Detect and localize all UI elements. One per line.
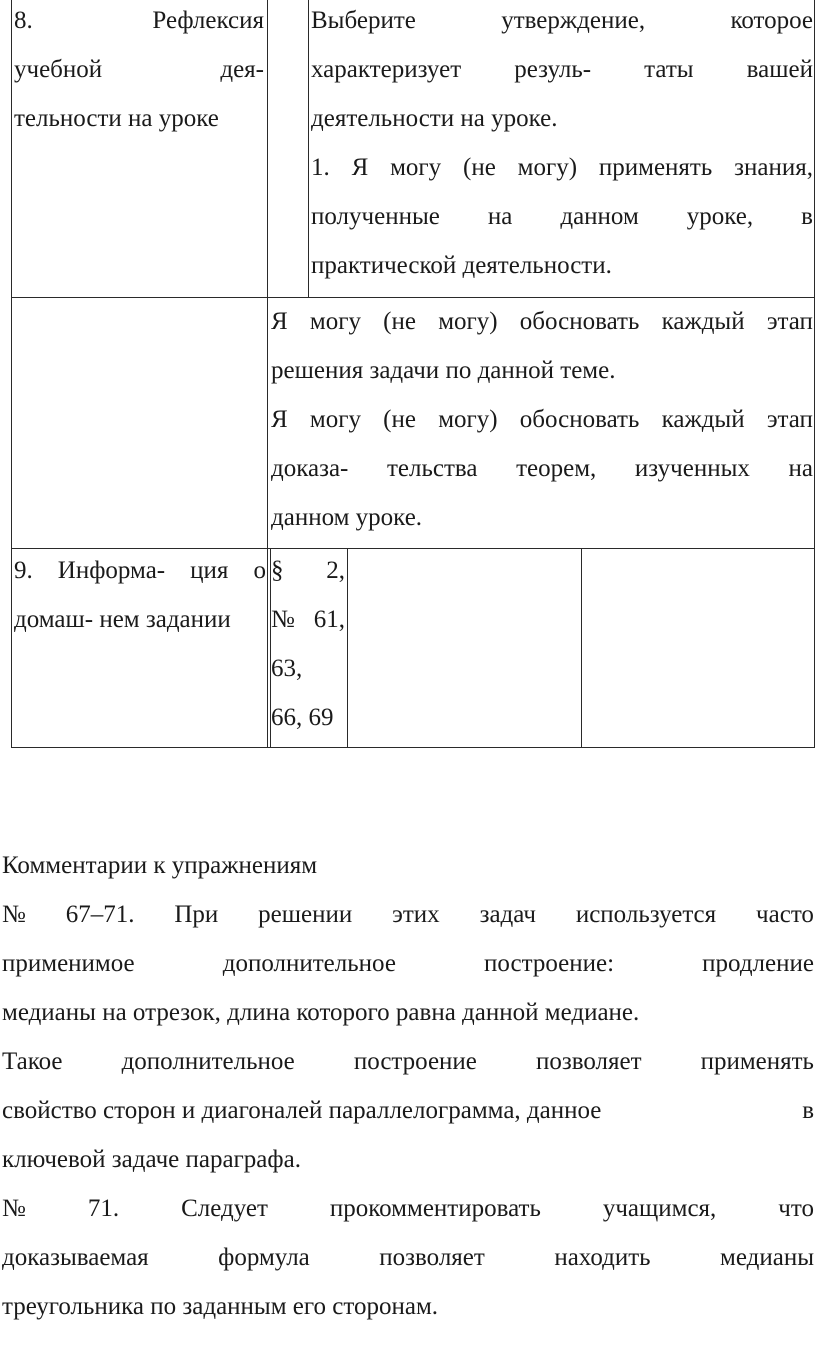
- row8b-content-line: [271, 493, 813, 542]
- row8b-content-word: каждый: [661, 308, 745, 335]
- comments-p1-word: в: [802, 1097, 814, 1124]
- row9-homework-word: №: [271, 606, 295, 633]
- comments-p2-line: [2, 1282, 814, 1331]
- row8-content-word: могу): [517, 154, 578, 181]
- row9-homework-word: 2,: [326, 557, 345, 584]
- comments-p1-word: этих: [392, 901, 440, 928]
- comments-p1-line: [2, 1086, 814, 1135]
- row8b-content-word: этап: [766, 406, 813, 433]
- comments-p1-line: [2, 939, 814, 988]
- row8-content-word: могу: [390, 154, 442, 181]
- comments-paragraph-2: [2, 1184, 814, 1331]
- row8b-content-word: тельства: [387, 455, 478, 482]
- row8-content-word: деятельности на уроке.: [311, 105, 558, 132]
- row8-content-word: резуль-: [514, 56, 592, 83]
- row8b-col-divider: [267, 297, 268, 549]
- row8-label-word: тельности на уроке: [14, 105, 219, 132]
- row9-homework: [271, 546, 345, 742]
- comments-p2-word: прокомментировать: [329, 1195, 541, 1222]
- row9-homework-word: 66, 69: [271, 704, 334, 731]
- row8b-content-word: этап: [766, 308, 813, 335]
- row8-content-word: знания,: [734, 154, 813, 181]
- row8b-content-word: обосновать: [519, 406, 640, 433]
- row8-label-word: Рефлексия: [152, 7, 264, 34]
- row9-label-word: 9.: [14, 557, 33, 584]
- comments-p1-word: дополнительное: [121, 1048, 295, 1075]
- row8-content-word: данном: [560, 203, 639, 230]
- row8b-content-word: (не: [383, 406, 416, 433]
- row8b-content-word: данном уроке.: [271, 504, 423, 531]
- row8b-content-word: (не: [383, 308, 416, 335]
- row8-content-word: Выберите: [311, 7, 416, 34]
- comments-p1-word: 67–71.: [65, 901, 135, 928]
- comments-p1-word: решении: [258, 901, 353, 928]
- row8-content-word: в: [801, 203, 813, 230]
- row8-content-word: практической деятельности.: [311, 252, 612, 279]
- row8b-content-word: Я: [271, 406, 288, 433]
- comments-p1-line: [2, 988, 814, 1037]
- row8b-content-word: могу): [438, 406, 498, 433]
- comments-heading: Комментарии к упражнениям: [2, 852, 318, 879]
- row8-content: [311, 0, 813, 290]
- comments-p1-line: [2, 1037, 814, 1086]
- row8-content-word: 1.: [311, 154, 330, 181]
- comments-p2-word: формула: [218, 1244, 310, 1271]
- comments-p1-line: [2, 1135, 814, 1184]
- row9-col-divider-c: [581, 548, 582, 748]
- row8b-content-word: обосновать: [519, 308, 640, 335]
- row8b-content-word: могу): [438, 308, 498, 335]
- row8-content-word: на: [487, 203, 513, 230]
- row8-label: [14, 0, 264, 143]
- row9-homework-line: [271, 644, 345, 693]
- row8-content-word: Я: [351, 154, 369, 181]
- comments-p1-word: построение: [353, 1048, 477, 1075]
- comments-p1-word: применимое: [2, 950, 135, 977]
- row8-content-word: полученные: [311, 203, 440, 230]
- comments-p1-word: позволяет: [535, 1048, 642, 1075]
- comments-p1-word: построение:: [484, 950, 615, 977]
- row8-label-word: дея-: [220, 56, 264, 83]
- row8-content-word: (не: [463, 154, 496, 181]
- comments-p2-word: доказываемая: [2, 1244, 149, 1271]
- row9-homework-line: [271, 595, 345, 644]
- row8b-content-word: теорем,: [516, 455, 597, 482]
- row8-content-line: [311, 143, 813, 192]
- row8b-content-line: [271, 444, 813, 493]
- row8b-content-line: [271, 346, 813, 395]
- comments-p1-word: медианы на отрезок, длина которого равна данной медиане.: [2, 999, 640, 1026]
- row9-homework-word: §: [271, 557, 284, 584]
- row8-content-word: вашей: [746, 56, 813, 83]
- comments-p1-word: свойство сторон и диагоналей параллелограмма, данное: [2, 1097, 602, 1124]
- comments-paragraph-1: [2, 890, 814, 1184]
- row8b-content-word: изученных: [634, 455, 750, 482]
- row8-content-line: [311, 0, 813, 45]
- comments-p2-word: Следует: [181, 1195, 268, 1222]
- row9-label-line: [14, 546, 266, 595]
- row8-content-line: [311, 241, 813, 290]
- row8b-content: [271, 297, 813, 542]
- row9-label: [14, 546, 266, 644]
- comments-p2-word: учащимся,: [602, 1195, 717, 1222]
- comments-p2-word: что: [778, 1195, 814, 1222]
- row8-content-line: [311, 192, 813, 241]
- comments-p1-line: [2, 890, 814, 939]
- row9-label-word: Информа-: [57, 557, 166, 584]
- row8-content-line: [311, 45, 813, 94]
- row9-label-word: о: [253, 557, 266, 584]
- comments-p1-word: При: [174, 901, 219, 928]
- comments-p2-word: 71.: [87, 1195, 120, 1222]
- row9-homework-word: 61,: [313, 606, 345, 633]
- row8-content-word: которое: [730, 7, 813, 34]
- row8b-content-word: могу: [309, 406, 361, 433]
- row9-homework-word: 63,: [271, 655, 303, 682]
- row8-content-word: утверждение,: [501, 7, 646, 34]
- row8b-content-word: доказа-: [271, 455, 349, 482]
- comments-p1-word: используется: [575, 901, 717, 928]
- comments-p1-word: часто: [756, 901, 814, 928]
- comments-p1-word: дополнительное: [222, 950, 396, 977]
- row9-col-divider-a: [267, 548, 268, 748]
- row8-col-divider-b: [308, 0, 309, 298]
- row8-content-word: таты: [644, 56, 694, 83]
- row8b-content-word: Я: [271, 308, 288, 335]
- row8b-content-word: на: [788, 455, 813, 482]
- table-border-right: [814, 0, 815, 748]
- comments-p1-word: №: [2, 901, 26, 928]
- table-border-bottom: [11, 747, 815, 748]
- row8-content-line: [311, 94, 813, 143]
- row8b-content-word: каждый: [661, 406, 745, 433]
- row9-col-divider-b: [347, 548, 348, 748]
- row8b-content-line: [271, 395, 813, 444]
- comments-p2-word: находить: [554, 1244, 651, 1271]
- row9-homework-line: [271, 546, 345, 595]
- table-border-left: [11, 0, 12, 748]
- row9-label-word: ция: [190, 557, 229, 584]
- comments-p2-line: [2, 1233, 814, 1282]
- comments-p2-word: треугольника по заданным его сторонам.: [2, 1293, 439, 1320]
- comments-p1-word: ключевой задаче параграфа.: [2, 1146, 301, 1173]
- comments-p2-word: №: [2, 1195, 26, 1222]
- comments-p2-line: [2, 1184, 814, 1233]
- row9-label-line: [14, 595, 266, 644]
- row9-homework-line: [271, 693, 345, 742]
- row8-content-word: уроке,: [686, 203, 754, 230]
- row8b-content-line: [271, 297, 813, 346]
- row8-content-word: применять: [598, 154, 713, 181]
- row8b-content-word: решения задачи по данной теме.: [271, 357, 616, 384]
- row8b-content-word: могу: [309, 308, 361, 335]
- row9-label-word: домаш- нем задании: [14, 606, 231, 633]
- row8-label-word: учебной: [14, 56, 103, 83]
- row8-content-word: характеризует: [311, 56, 462, 83]
- comments-p1-word: продление: [702, 950, 814, 977]
- comments-p1-word: задач: [479, 901, 536, 928]
- comments-p2-word: медианы: [720, 1244, 814, 1271]
- comments-p2-word: позволяет: [379, 1244, 485, 1271]
- row8-col-divider-a: [267, 0, 268, 298]
- comments-p1-word: применять: [700, 1048, 814, 1075]
- comments-p1-word: Такое: [2, 1048, 63, 1075]
- row8-label-word: 8.: [14, 7, 33, 34]
